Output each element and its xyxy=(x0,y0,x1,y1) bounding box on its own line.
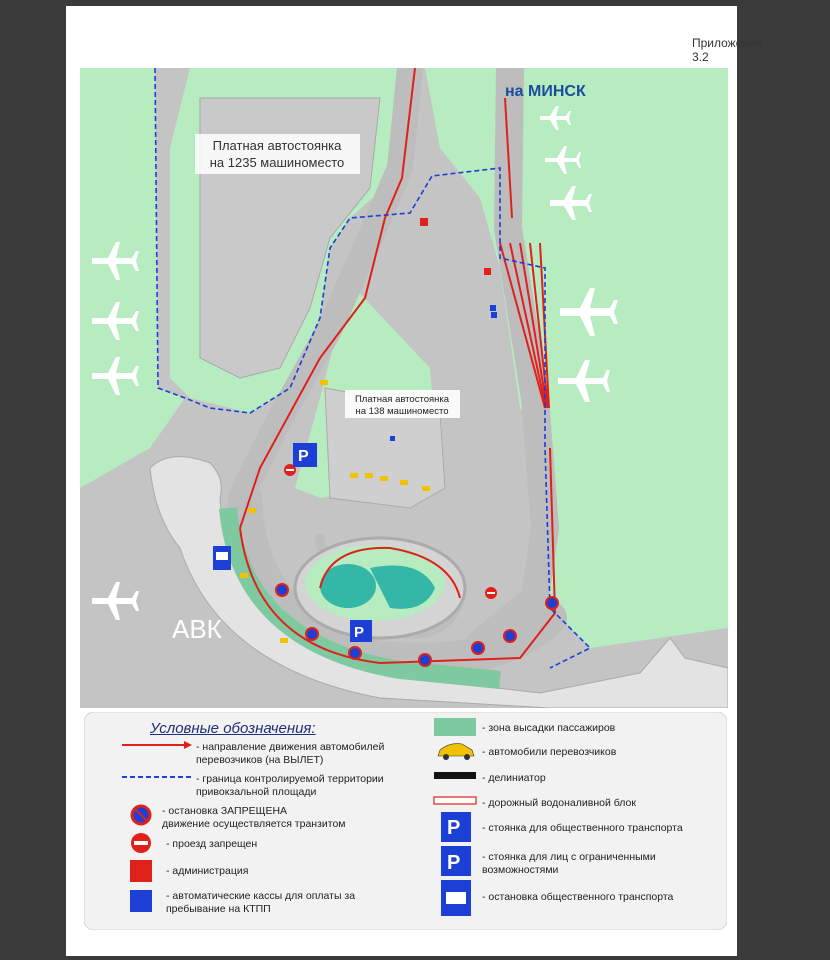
legend-bus-stop-text: - остановка общественного транспорта xyxy=(482,891,674,903)
legend-kiosks-text xyxy=(166,890,355,916)
no-stop-icon xyxy=(276,584,288,596)
parking-disabled-sign xyxy=(350,620,372,642)
taxi-icon xyxy=(320,380,328,385)
parking-letter: P xyxy=(447,817,461,839)
taxi-wheel xyxy=(443,754,449,760)
taxi-icon xyxy=(248,508,256,513)
parking-public-sign xyxy=(293,443,317,467)
legend-title: Условные обозначения: xyxy=(150,720,316,737)
parking-small-line1: Платная автостоянка xyxy=(354,394,450,405)
legend-boundary-text xyxy=(196,773,384,799)
kiosk-marker xyxy=(390,436,395,441)
legend-water-block-swatch xyxy=(434,797,476,804)
legend-route-line1: - направление движения автомобилей xyxy=(196,741,385,753)
legend-carriers-text: - автомобили перевозчиков xyxy=(482,746,617,758)
legend-disabled-parking-line2: возможностями xyxy=(482,864,559,876)
kiosk-marker xyxy=(490,305,496,311)
legend-disabled-parking-text xyxy=(482,851,656,877)
taxi-icon xyxy=(380,476,388,481)
legend-disabled-parking-line1: - стоянка для лиц с ограниченными xyxy=(482,851,656,863)
taxi-icon xyxy=(350,473,358,478)
terminal-label: АВК xyxy=(172,614,222,644)
legend-route-text xyxy=(196,741,384,767)
legend-delineator-swatch xyxy=(434,772,476,779)
legend-boundary-line1: - граница контролируемой территории xyxy=(196,773,384,785)
no-stop-icon xyxy=(306,628,318,640)
taxi-icon xyxy=(400,480,408,485)
kiosk-marker xyxy=(491,312,497,318)
no-stop-icon xyxy=(472,642,484,654)
parking-letter: P xyxy=(354,624,365,641)
administration-marker xyxy=(420,218,428,226)
taxi-icon xyxy=(240,573,248,578)
parking-letter: P xyxy=(298,448,309,465)
bus-stop-sign xyxy=(213,546,231,570)
legend-admin-swatch xyxy=(130,860,152,882)
legend-kiosk-swatch xyxy=(130,890,152,912)
no-stop-icon xyxy=(419,654,431,666)
parking-letter: P xyxy=(447,852,461,874)
no-entry-bar xyxy=(487,592,495,594)
parking-small-line2: на 138 машиноместо xyxy=(355,406,449,417)
administration-marker xyxy=(484,268,491,275)
legend-route-line2: перевозчиков (на ВЫЛЕТ) xyxy=(196,754,324,766)
legend-dropoff-swatch xyxy=(434,718,476,736)
legend-kiosks-line2: пребывание на КТПП xyxy=(166,903,271,915)
no-stop-icon xyxy=(349,647,361,659)
legend-no-stop-line1: - остановка ЗАПРЕЩЕНА xyxy=(162,805,288,817)
taxi-wheel xyxy=(464,754,470,760)
legend-dropoff-text: - зона высадки пассажиров xyxy=(482,722,616,734)
taxi-icon xyxy=(422,486,430,491)
bus-shape xyxy=(216,552,228,560)
legend-admin-text: - администрация xyxy=(166,865,249,877)
legend-public-parking-text: - стоянка для общественного транспорта xyxy=(482,822,683,834)
legend-kiosks-line1: - автоматические кассы для оплаты за xyxy=(166,890,356,902)
legend-no-stop-line2: движение осуществляется транзитом xyxy=(162,818,346,830)
legend-no-stop-text xyxy=(162,805,346,831)
bus-shape xyxy=(446,892,466,904)
no-stop-icon xyxy=(504,630,516,642)
taxi-icon xyxy=(365,473,373,478)
to-minsk-label: на МИНСК xyxy=(505,83,586,100)
no-entry-bar xyxy=(286,469,294,471)
no-entry-bar xyxy=(134,841,148,845)
airport-map xyxy=(80,68,728,708)
parking-large-line2: на 1235 машиноместо xyxy=(209,155,345,170)
taxi-icon xyxy=(280,638,288,643)
parking-large-line1: Платная автостоянка xyxy=(212,138,342,153)
appendix-label: Приложение 3.2 xyxy=(692,36,763,64)
legend-boundary-line2: привокзальной площади xyxy=(196,786,317,798)
legend-delineator-text: - делиниатор xyxy=(482,772,546,784)
no-stop-icon xyxy=(546,597,558,609)
legend-water-block-text: - дорожный водоналивной блок xyxy=(482,797,636,809)
legend-no-entry-text: - проезд запрещен xyxy=(166,838,258,850)
